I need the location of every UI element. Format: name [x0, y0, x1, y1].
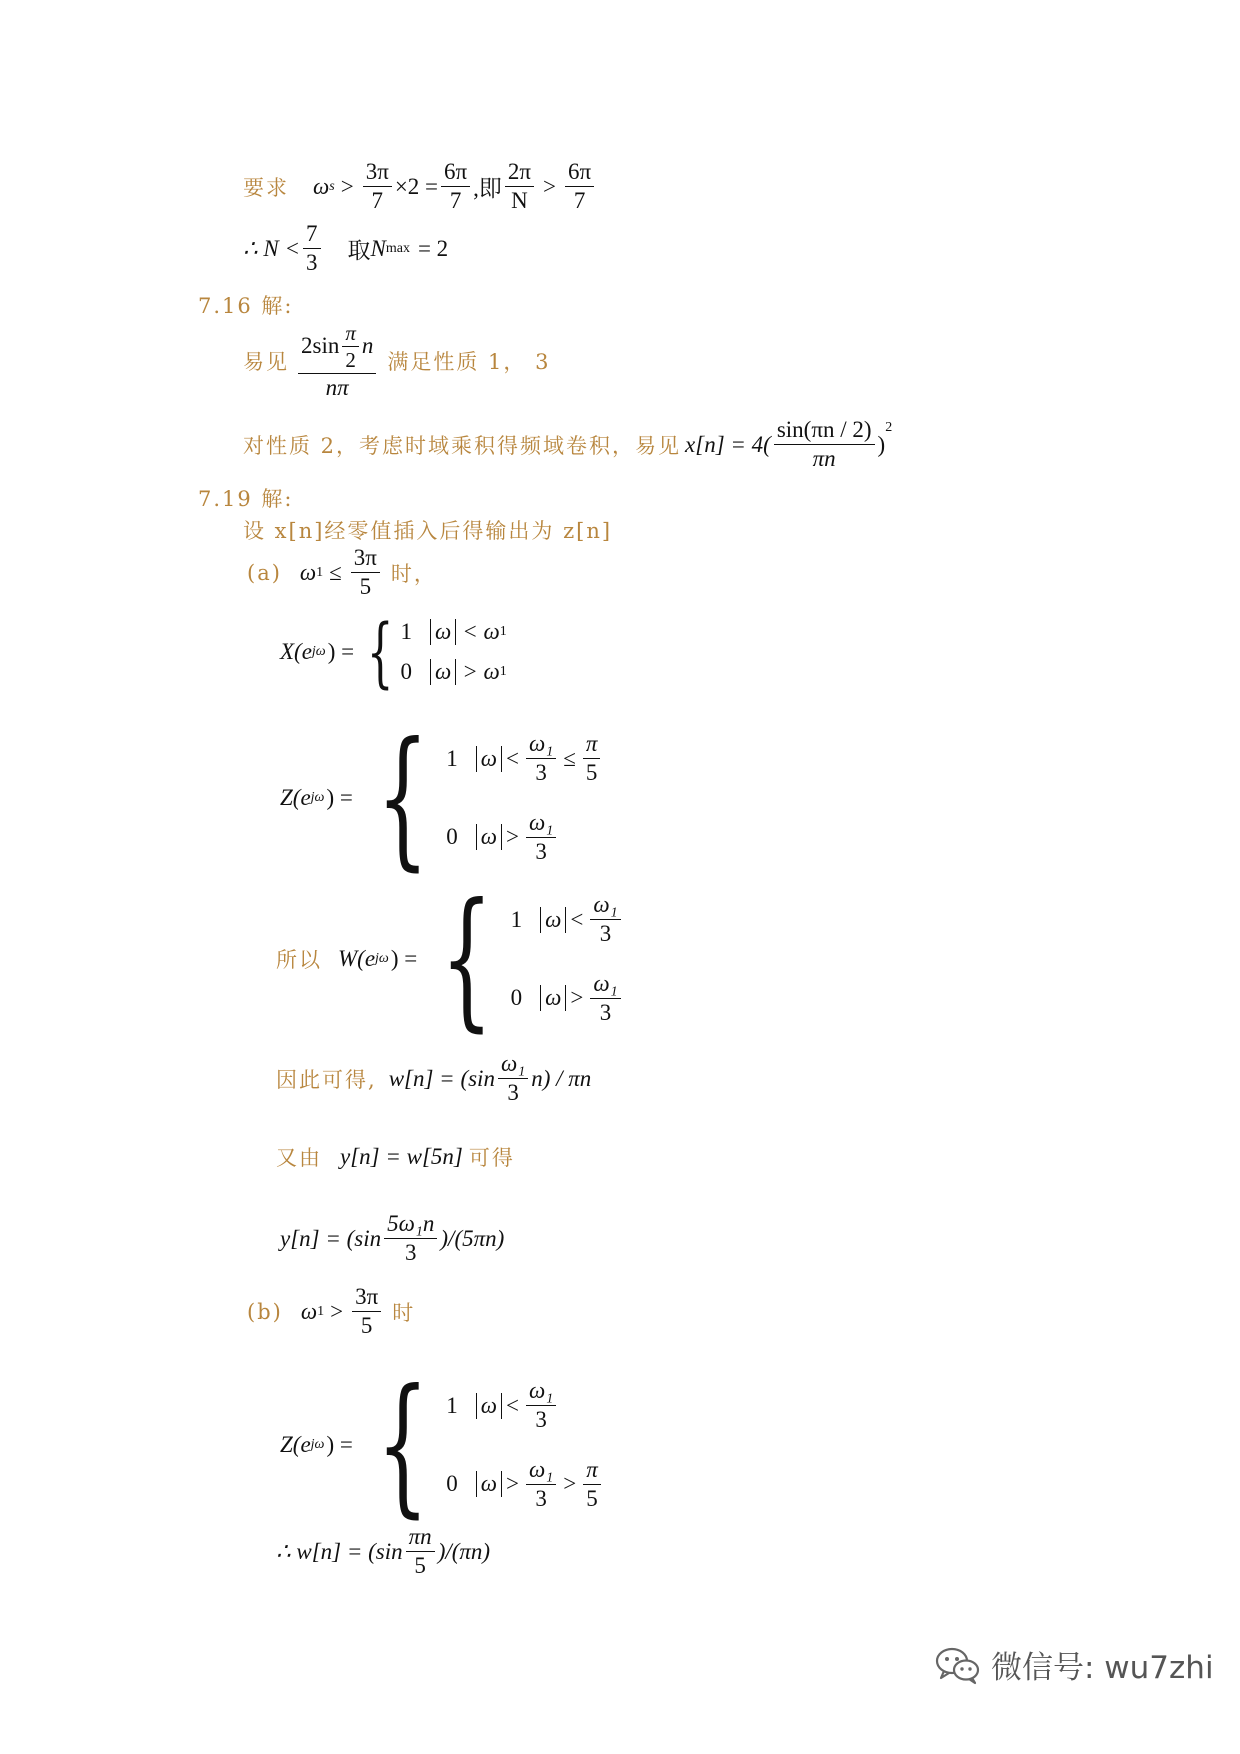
- fraction: [526, 1379, 556, 1432]
- var-n: N: [370, 235, 386, 261]
- operator: ×2 =: [394, 173, 439, 199]
- subscript: 1: [316, 564, 324, 580]
- therefore-expr: ∴ N <: [243, 235, 300, 261]
- case-row: [511, 893, 624, 946]
- fraction: [590, 972, 620, 1025]
- condition: < ω: [462, 619, 500, 644]
- heading-716: [198, 290, 294, 320]
- text-ji: ,即: [473, 176, 502, 202]
- superscript: jω: [311, 644, 326, 659]
- omega: ω: [300, 1298, 318, 1324]
- case-value: 1: [446, 1392, 458, 1418]
- numerator: [298, 322, 376, 374]
- left-brace: {: [440, 872, 494, 1046]
- fraction: [526, 732, 556, 785]
- cases: [446, 1379, 604, 1511]
- numerator: πn: [406, 1525, 435, 1552]
- omega: ω: [299, 559, 317, 585]
- denominator: 5: [586, 1485, 598, 1511]
- case-value: 1: [400, 619, 412, 644]
- fraction: [352, 1285, 381, 1338]
- fraction: [384, 1212, 437, 1265]
- rhs: )/(πn): [437, 1538, 491, 1564]
- numerator: ω₁: [498, 1052, 528, 1079]
- case-row: [400, 659, 506, 685]
- case-value: 0: [400, 659, 412, 684]
- text-set: 设 x[n]经零值插入后得输出为 z[n]: [243, 519, 613, 543]
- subscript: s: [329, 178, 335, 194]
- lhs: Z(e: [280, 1432, 311, 1457]
- text-thus: 因此可得,: [276, 1067, 377, 1092]
- watermark: [935, 1642, 1214, 1687]
- line-therefore: [243, 222, 448, 275]
- case-row: [446, 1379, 604, 1432]
- lhs: X(e: [280, 639, 312, 664]
- rhs: n) / πn: [531, 1065, 592, 1091]
- case-row: [446, 1458, 604, 1511]
- line-x-spectrum: [280, 607, 507, 696]
- heading-719: [198, 483, 294, 513]
- line-z-spectrum-a: [280, 711, 603, 885]
- numerator: ω₁: [590, 972, 620, 999]
- numerator: π: [583, 732, 601, 759]
- subscript: 1: [499, 664, 507, 679]
- watermark-label: 微信号: wu7zhi: [991, 1650, 1214, 1686]
- numerator: 3π: [352, 1285, 381, 1312]
- fraction: [441, 160, 470, 213]
- fraction: [303, 222, 321, 275]
- case-value: 1: [510, 906, 523, 932]
- denominator: 3: [306, 250, 318, 276]
- left-brace: {: [376, 711, 429, 885]
- operator: >: [340, 173, 354, 199]
- denominator: 5: [359, 574, 372, 600]
- operator: <: [506, 1392, 520, 1418]
- abs-omega: ω: [476, 824, 502, 850]
- numerator: ω₁: [526, 811, 556, 838]
- numerator: ω₁: [590, 893, 620, 920]
- numerator: 3π: [351, 546, 380, 573]
- cases: [511, 893, 624, 1025]
- lhs: Z(e: [280, 785, 311, 810]
- section-heading: 7.16 解:: [198, 294, 294, 318]
- line-case-b: [247, 1285, 415, 1338]
- var-n: n: [361, 333, 374, 359]
- superscript: jω: [375, 951, 389, 966]
- line-w-time: [276, 1052, 591, 1105]
- abs-omega: ω: [430, 659, 456, 685]
- numerator: π: [342, 322, 359, 347]
- superscript: jω: [310, 790, 325, 805]
- lhs: y[n] = (sin: [280, 1225, 382, 1251]
- denominator: 7: [449, 188, 462, 214]
- fraction: [583, 732, 601, 785]
- line-set-x: [243, 515, 612, 545]
- section-heading: 7.19 解:: [198, 487, 294, 511]
- line-w-spectrum: [276, 872, 624, 1046]
- operator: <: [506, 745, 520, 771]
- subscript: 1: [317, 1303, 325, 1319]
- operator: ) =: [327, 639, 355, 664]
- text-obtain: 可得: [468, 1146, 515, 1170]
- denominator: 3: [535, 760, 547, 786]
- subscript: max: [385, 240, 410, 256]
- denominator: N: [511, 188, 528, 214]
- abs-omega: ω: [540, 985, 566, 1011]
- subscript: 1: [499, 624, 507, 639]
- line-property-2: [243, 418, 892, 471]
- denominator: 3: [535, 838, 547, 864]
- denominator: 2: [345, 348, 356, 373]
- operator: >: [330, 1298, 344, 1324]
- line-y-from-w: [276, 1142, 515, 1172]
- line-easy-see: [243, 322, 550, 400]
- case-label: (b): [247, 1299, 283, 1324]
- operator: <: [570, 906, 584, 932]
- denominator: nπ: [325, 375, 349, 401]
- denominator: 3: [535, 1485, 547, 1511]
- fraction: [526, 1458, 556, 1511]
- abs-omega: ω: [476, 746, 502, 772]
- exponent: 2: [885, 420, 893, 435]
- operator: ) =: [390, 946, 418, 971]
- operator: ) =: [326, 785, 353, 810]
- operator: ≤: [329, 559, 342, 585]
- denominator: 3: [405, 1240, 417, 1266]
- case-value: 0: [446, 1471, 458, 1497]
- operator: >: [506, 1471, 520, 1497]
- operator: ≤: [563, 745, 576, 771]
- fraction: [406, 1525, 435, 1578]
- sin-term: 2sin: [301, 333, 340, 359]
- numerator: 7: [303, 222, 321, 249]
- case-value: 0: [510, 985, 523, 1011]
- left-brace: {: [366, 607, 394, 696]
- equation: y[n] = w[5n]: [340, 1144, 463, 1169]
- operator: >: [570, 985, 584, 1011]
- cases: [446, 732, 603, 864]
- fraction: [565, 160, 594, 213]
- numerator: 6π: [565, 160, 594, 187]
- fraction: [583, 1458, 601, 1511]
- numerator: 5ω₁n: [384, 1212, 437, 1239]
- numerator: 3π: [363, 160, 392, 187]
- text-easy-see: 易见: [243, 350, 289, 375]
- operator: >: [563, 1471, 577, 1497]
- numerator: ω₁: [526, 1379, 556, 1406]
- case-value: 1: [446, 745, 458, 771]
- denominator: 7: [371, 188, 383, 214]
- lhs: x[n] = 4(: [685, 431, 771, 457]
- cases: [400, 619, 506, 685]
- denominator: 5: [414, 1553, 426, 1579]
- text-also: 又由: [276, 1146, 322, 1170]
- lhs: w[n] = (sin: [388, 1065, 495, 1091]
- case-value: 0: [446, 824, 458, 850]
- denominator: 3: [599, 999, 612, 1025]
- denominator: 3: [535, 1407, 547, 1433]
- abs-omega: ω: [476, 1393, 502, 1419]
- fraction: [298, 322, 376, 400]
- denominator: 5: [360, 1313, 373, 1339]
- line-z-spectrum-b: [280, 1358, 604, 1532]
- numerator: 2π: [505, 160, 534, 187]
- text-properties: 满足性质 1， 3: [387, 350, 551, 375]
- rhs: )/(5πn): [440, 1225, 505, 1251]
- fraction: [363, 160, 392, 213]
- case-row: [446, 732, 603, 785]
- line-w-result-b: [276, 1525, 490, 1578]
- abs-omega: ω: [540, 907, 566, 933]
- operator: = 2: [417, 235, 449, 261]
- case-row: [511, 972, 624, 1025]
- numerator: ω₁: [526, 732, 556, 759]
- denominator: πn: [812, 446, 836, 472]
- numerator: π: [583, 1458, 601, 1485]
- fraction: [342, 322, 359, 371]
- line-case-a: [247, 546, 437, 599]
- text-requirement: 要求: [243, 175, 289, 200]
- denominator: 3: [599, 921, 612, 947]
- numerator: ω₁: [526, 1458, 556, 1485]
- left-brace: {: [376, 1358, 429, 1532]
- operator: >: [506, 824, 520, 850]
- lhs: W(e: [338, 946, 376, 971]
- numerator: 6π: [441, 160, 470, 187]
- text-when: 时，: [390, 561, 437, 586]
- case-row: [400, 619, 506, 645]
- text-take: 取: [347, 238, 371, 264]
- case-label: (a): [247, 560, 282, 585]
- numerator: sin(πn / 2): [774, 418, 875, 445]
- line-requirement: [243, 160, 597, 213]
- abs-omega: ω: [476, 1471, 502, 1497]
- lhs: ∴ w[n] = (sin: [276, 1538, 403, 1564]
- fraction: [526, 811, 556, 864]
- line-y-result: [280, 1212, 504, 1265]
- denominator: 5: [585, 760, 598, 786]
- denominator: 7: [573, 188, 586, 214]
- denominator: 3: [507, 1080, 519, 1106]
- condition: > ω: [462, 659, 500, 684]
- fraction: [505, 160, 534, 213]
- paren: ): [877, 431, 886, 457]
- omega: ω: [313, 173, 330, 199]
- fraction: [774, 418, 875, 471]
- operator: >: [543, 173, 556, 199]
- abs-omega: ω: [430, 619, 456, 645]
- operator: ) =: [326, 1432, 353, 1457]
- fraction: [590, 893, 620, 946]
- fraction: [351, 546, 380, 599]
- text-when: 时: [392, 1300, 416, 1325]
- case-row: [446, 811, 603, 864]
- fraction: [498, 1052, 528, 1105]
- superscript: jω: [310, 1437, 325, 1452]
- wechat-icon: [935, 1645, 981, 1685]
- text-property-2: 对性质 2，考虑时域乘积得频域卷积，易见: [243, 433, 682, 458]
- text-so: 所以: [276, 948, 322, 972]
